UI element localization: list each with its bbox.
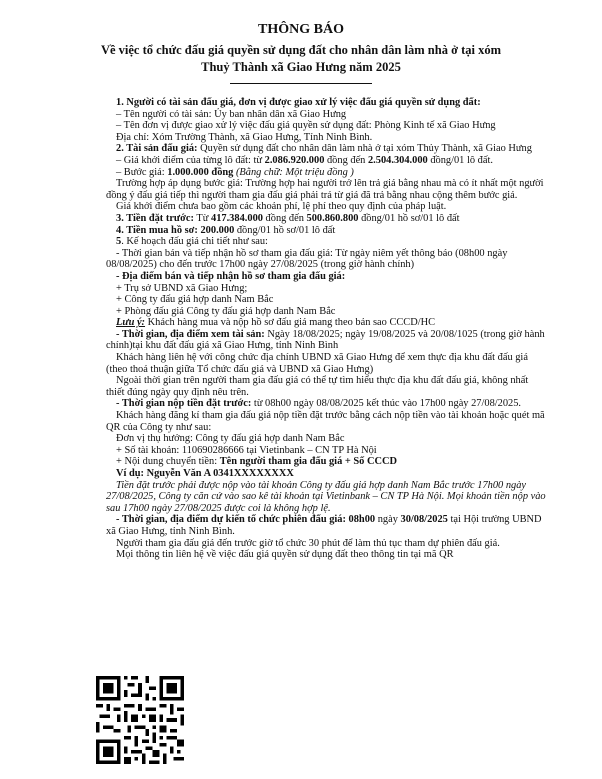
asset-text: Quyền sử dụng đất cho nhân dân làm nhà ở tại xóm Thủy Thành, xã Giao Hưng: [197, 143, 532, 155]
bank-account: + Số tài khoản: 110690286666 tại Vietinbank – CN TP Hà Nội: [116, 444, 377, 456]
unit-address: Địa chỉ: Xóm Trường Thành, xã Giao Hưng, Tỉnh Ninh Bình.: [116, 131, 373, 143]
start-price-prefix: – Giá khởi điểm của từng lô đất: từ: [116, 154, 265, 166]
auction-place: tại Hội trường UBND xã Giao Hưng, tỉnh Ninh Bình.: [106, 514, 542, 537]
sale-place-2: + Công ty đấu giá hợp danh Nam Bắc: [116, 294, 274, 306]
section-3-label: 3. Tiền đặt trước:: [116, 212, 194, 224]
beneficiary: Đơn vị thụ hưởng: Công ty đấu giá hợp danh Nam Bắc: [116, 433, 345, 445]
asset-owner: – Tên người có tài sản: Ủy ban nhân dân xã Giao Hưng: [116, 108, 347, 120]
sale-note-text: Khách hàng mua và nộp hồ sơ đấu giá mang theo bản sao CCCD/HC: [145, 317, 436, 329]
title-divider: [230, 83, 372, 84]
view-time: [106, 329, 546, 352]
sale-place-label: - Địa điểm bán và tiếp nhận hồ sơ tham gia đấu giá:: [116, 270, 346, 282]
section-5-label: 5: [116, 236, 122, 248]
view-time-label: - Thời gian, địa điểm xem tài sản:: [116, 328, 265, 340]
auction-date: 30/08/2025: [400, 514, 448, 526]
start-price-suffix: đồng/01 lô đất.: [427, 154, 493, 166]
section-1-heading: 1. Người có tài sản đấu giá, đơn vị được giao xử lý việc đấu giá quyền sử dụng đất:: [116, 97, 481, 108]
deposit-to: 500.860.800: [306, 212, 359, 224]
page-title: THÔNG BÁO: [258, 22, 344, 37]
deposit-suffix: đồng/01 hồ sơ/01 lô đất: [358, 212, 460, 224]
sale-note-label: Lưu ý:: [116, 317, 146, 329]
qr-info-note: Mọi thông tin liên hệ về việc đấu giá quyền sử dụng đất theo thông tin tại mã QR: [116, 549, 454, 561]
view-contact: Khách hàng liên hệ với công chức địa chính UBND xã Giao Hưng để xem thực địa khu đất đấu giá (theo thoả thuận giữa Tổ chức đấu giá và UBND xã Giao Hưng): [106, 352, 528, 375]
transfer-example: Ví dụ: Nguyễn Văn A 0341XXXXXXXX: [116, 468, 294, 479]
sale-place-1: + Trụ sở UBND xã Giao Hưng;: [116, 282, 248, 294]
sale-place-3: + Phòng đấu giá Công ty đấu giá hợp danh Nam Bắc: [116, 305, 336, 317]
subtitle-line-2: Thuỷ Thành xã Giao Hưng năm 2025: [201, 60, 401, 74]
arrival-note: Người tham gia đấu giá đến trước giờ tổ chức 30 phút để làm thủ tục tham dự phiên đấu giá.: [116, 537, 500, 549]
deposit-time-label: - Thời gian nộp tiền đặt trước:: [116, 398, 252, 410]
deposit-italic-note: Tiền đặt trước phải được nộp vào tài khoản Công ty đấu giá hợp danh Nam Bắc trước 17h00 ngày 27/08/2025, Công ty căn cứ vào sao kê tài khoản tại Vietinbank – CN TP Hà Nội. Mọi khoản tiền nộp vào sau 17h00 ngày 27/08/2025 được coi là không hợp lệ.: [106, 479, 546, 514]
bid-step: [106, 167, 546, 179]
deposit-time: [106, 398, 546, 410]
deposit-prefix: Từ: [194, 212, 211, 224]
start-price: [106, 155, 546, 167]
section-3-deposit: [106, 213, 546, 225]
fee-suffix: đồng/01 hồ sơ/01 lô đất: [234, 224, 336, 236]
transfer-content-prefix: + Nội dung chuyển tiền:: [116, 456, 220, 468]
auction-time-label: - Thời gian, địa điểm dự kiến tổ chức phiên đấu giá:: [116, 514, 346, 526]
sale-note: [106, 317, 546, 329]
deposit-mid: đồng đến: [262, 212, 307, 224]
section-4-fee: [106, 225, 546, 237]
start-price-mid: đồng đến: [324, 154, 368, 166]
section-2-asset: [106, 143, 546, 155]
sale-time: [106, 248, 546, 271]
section-5-heading: [106, 236, 546, 248]
deposit-method: Khách hàng đăng kí tham gia đấu giá nộp tiền đặt trước bằng cách nộp tiền vào tài khoản hoặc quét mã QR của Công ty như sau:: [106, 410, 545, 433]
section-2-label: 2. Tài sản đấu giá:: [116, 143, 198, 155]
bid-step-words: (Bằng chữ: Một triệu đồng ): [233, 166, 354, 178]
bid-step-note: Trường hợp áp dụng bước giá: Trường hợp hai người trở lên trả giá bằng nhau mà có ít nhất một người đồng ý đấu giá tiếp thì người tham gia đấu giá phải trả từ giá đã trả bằng nhau cộng thêm bước giá.: [106, 178, 544, 201]
sale-time-text: Từ ngày niêm yết thông báo (08h00 ngày 08/08/2025) cho đến trước 17h00 ngày 27/08/2025 (trong giờ hành chính): [106, 247, 508, 271]
auction-time: [106, 514, 546, 537]
start-price-from: 2.086.920.000: [264, 154, 325, 166]
auction-mid: ngày: [375, 514, 401, 526]
auction-hour: 08h00: [345, 514, 376, 526]
section-5-label-rest: . Kế hoạch đấu giá chi tiết như sau:: [121, 236, 268, 248]
view-time-text: Ngày 18/08/2025; ngày 19/08/2025 và 20/08/1025 (trong giờ hành chính)tại khu đất đấu giá xã Giao Hưng, tỉnh Ninh Bình: [106, 328, 545, 352]
notice-body: [106, 97, 546, 561]
sale-time-label: - Thời gian bán và tiếp nhận hồ sơ tham gia đấu giá:: [116, 247, 333, 259]
fee-value: 200.000: [197, 224, 235, 236]
transfer-content: [106, 456, 546, 468]
handling-unit: – Tên đơn vị được giao xử lý việc đấu giá quyền sử dụng đất: Phòng Kinh tế xã Giao Hưng: [116, 120, 496, 132]
start-price-to: 2.504.304.000: [367, 154, 428, 166]
view-self: Ngoài thời gian trên người tham gia đấu giá có thể tự tìm hiểu thực địa khu đất đấu giá, không nhất thiết đúng ngày quy định nêu trên.: [106, 375, 529, 398]
transfer-content-value: Tên người tham gia đấu giá + Số CCCD: [219, 456, 397, 468]
bid-step-value: 1.000.000 đồng: [167, 166, 234, 178]
bid-step-prefix: – Bước giá:: [116, 166, 168, 178]
subtitle-line-1: Về việc tổ chức đấu giá quyền sử dụng đất cho nhân dân làm nhà ở tại xóm: [100, 43, 502, 57]
deposit-from: 417.384.000: [211, 212, 263, 224]
section-4-label: 4. Tiền mua hồ sơ:: [116, 224, 198, 236]
price-note: Giá khởi điểm chưa bao gồm các khoản phí, lệ phí theo quy định của pháp luật.: [116, 201, 447, 213]
deposit-time-text: từ 08h00 ngày 08/08/2025 kết thúc vào 17h00 ngày 27/08/2025.: [251, 398, 522, 410]
qr-code-icon: [96, 676, 184, 764]
page-subtitle: [60, 42, 542, 76]
